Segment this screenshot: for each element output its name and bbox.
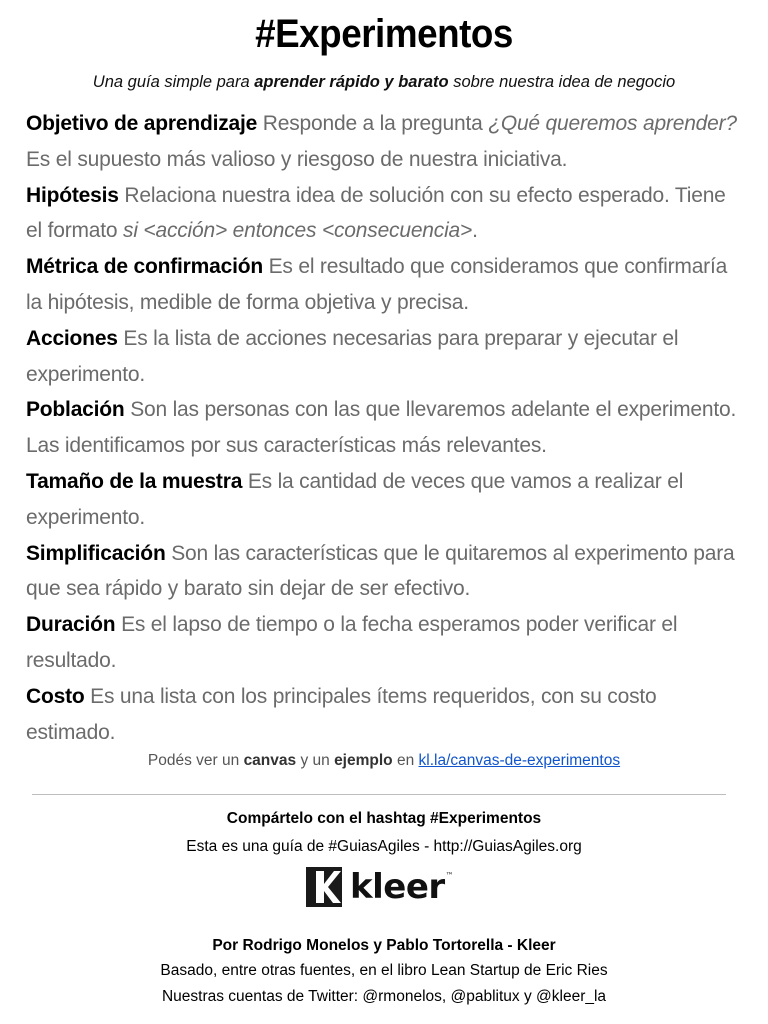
definition-term: Población [26,398,125,422]
kleer-wordmark [350,867,454,907]
definition-description: Es la lista de acciones necesarias para preparar y ejecutar el experimento. [26,326,679,386]
kleer-k-icon [306,867,342,907]
subtitle-post: sobre nuestra idea de negocio [448,73,676,91]
guide-credit: Esta es una guía de #GuiasAgiles - http://GuiasAgiles.org [186,838,582,855]
definition-description: Son las características que le quitaremos al experimento para que sea rápido y barato sin dejar de ser efectivo. [26,541,735,601]
based-on-line: Basado, entre otras fuentes, en el libro Lean Startup de Eric Ries [160,962,608,979]
kleer-wordmark-text: kleer [350,867,445,907]
definition-description: Es el lapso de tiempo o la fecha esperamos poder verificar el resultado. [26,613,678,672]
definition-item [26,321,746,393]
definition-term: Simplificación [26,541,166,565]
definition-item [26,392,746,464]
definition-item [26,607,746,679]
definition-term: Acciones [26,326,118,350]
example-word: ejemplo [334,752,393,769]
definition-description: Es una lista con los principales ítems requeridos, con su costo estimado. [26,684,657,744]
description-text: Es el supuesto más valioso y riesgoso de nuestra iniciativa. [26,147,568,171]
canvas-word: canvas [243,752,297,769]
description-text: . [472,219,478,243]
page-subtitle [0,73,768,92]
resources-line [0,752,768,770]
description-text: Relaciona nuestra idea de solución con su efecto esperado. Tiene el formato [26,183,726,243]
description-text: Responde a la pregunta [262,112,489,135]
definition-item [26,536,746,608]
description-italic: ¿Qué queremos aprender? [488,112,737,135]
canvas-link[interactable]: kl.la/canvas-de-experimentos [418,752,621,769]
twitter-accounts: Nuestras cuentas de Twitter: @rmonelos, @pablitux y @kleer_la [161,988,607,1005]
definition-term: Objetivo de aprendizaje [26,112,258,135]
authors-line: Por Rodrigo Monelos y Pablo Tortorella - Kleer [212,937,556,954]
definition-term: Métrica de confirmación [26,255,263,279]
definition-item [26,679,746,751]
resources-text: y un [296,752,335,769]
page-title: #Experimentos [255,12,513,56]
definition-description: Son las personas con las que llevaremos adelante el experimento. Las identificamos por sus características más relevantes. [26,398,737,458]
definition-term: Hipótesis [26,183,119,207]
definition-term: Duración [26,613,116,637]
definitions-list [26,106,746,750]
definition-item [26,464,746,536]
definition-item [26,249,746,321]
definition-description: Es la cantidad de veces que vamos a realizar el experimento. [26,469,684,529]
resources-text: en [392,752,419,769]
kleer-logo [306,864,453,910]
definition-description: Es el resultado que consideramos que confirmaría la hipótesis, medible de forma objetiva y precisa. [26,255,728,314]
resources-text: Podés ver un [147,752,244,769]
subtitle-pre: Una guía simple para [92,73,255,91]
definition-item [26,178,746,250]
definition-term: Costo [26,684,85,708]
description-italic: si <acción> entonces <consecuencia> [123,219,473,243]
definition-description [26,184,726,243]
trademark-mark: ™ [445,871,454,880]
divider [32,794,726,795]
subtitle-bold: aprender rápido y barato [254,73,449,91]
definition-item [26,106,746,178]
share-hashtag: Compártelo con el hashtag #Experimentos [226,810,542,827]
definition-term: Tamaño de la muestra [26,469,243,493]
